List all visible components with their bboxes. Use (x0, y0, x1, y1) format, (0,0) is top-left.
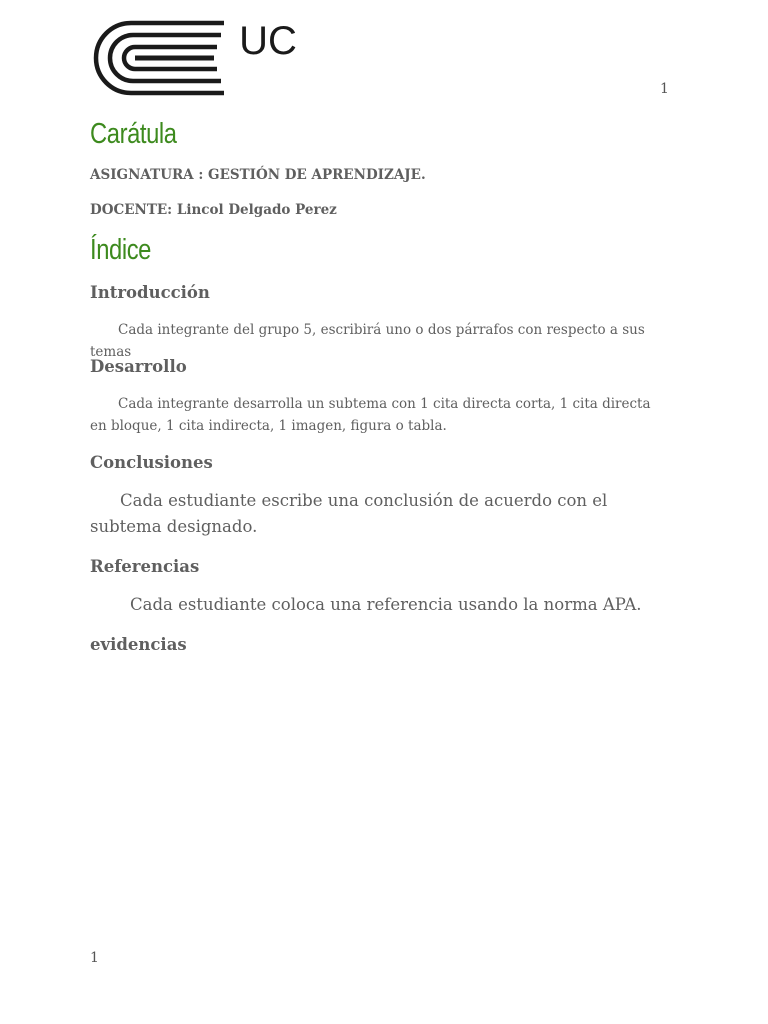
uc-logo (91, 18, 297, 98)
page-number-bottom: 1 (90, 950, 99, 966)
asignatura-line: ASIGNATURA : GESTIÓN DE APRENDIZAJE. (90, 167, 426, 183)
section-text-introduccion: Cada integrante del grupo 5, escribirá uno o dos párrafos con respecto a sus temas (90, 322, 645, 360)
section-text-conclusiones: Cada estudiante escribe una conclusión de acuerdo con el subtema designado. (90, 491, 608, 536)
section-title-evidencias: evidencias (90, 635, 187, 654)
section-title-conclusiones: Conclusiones (90, 453, 213, 472)
section-text-referencias: Cada estudiante coloca una referencia usando la norma APA. (130, 595, 642, 614)
logo-lettering: UC (239, 19, 297, 63)
indice-heading: Índice (90, 234, 152, 266)
section-text-desarrollo: Cada integrante desarrolla un subtema con 1 cita directa corta, 1 cita directa en bloque, 1 cita indirecta, 1 imagen, figura o tabla. (90, 396, 651, 434)
page-number-top: 1 (660, 81, 669, 97)
section-title-introduccion: Introducción (90, 283, 210, 302)
section-title-desarrollo: Desarrollo (90, 357, 187, 376)
section-title-referencias: Referencias (90, 557, 200, 576)
caratula-heading: Carátula (90, 118, 177, 150)
docente-line: DOCENTE: Lincol Delgado Perez (90, 202, 337, 218)
